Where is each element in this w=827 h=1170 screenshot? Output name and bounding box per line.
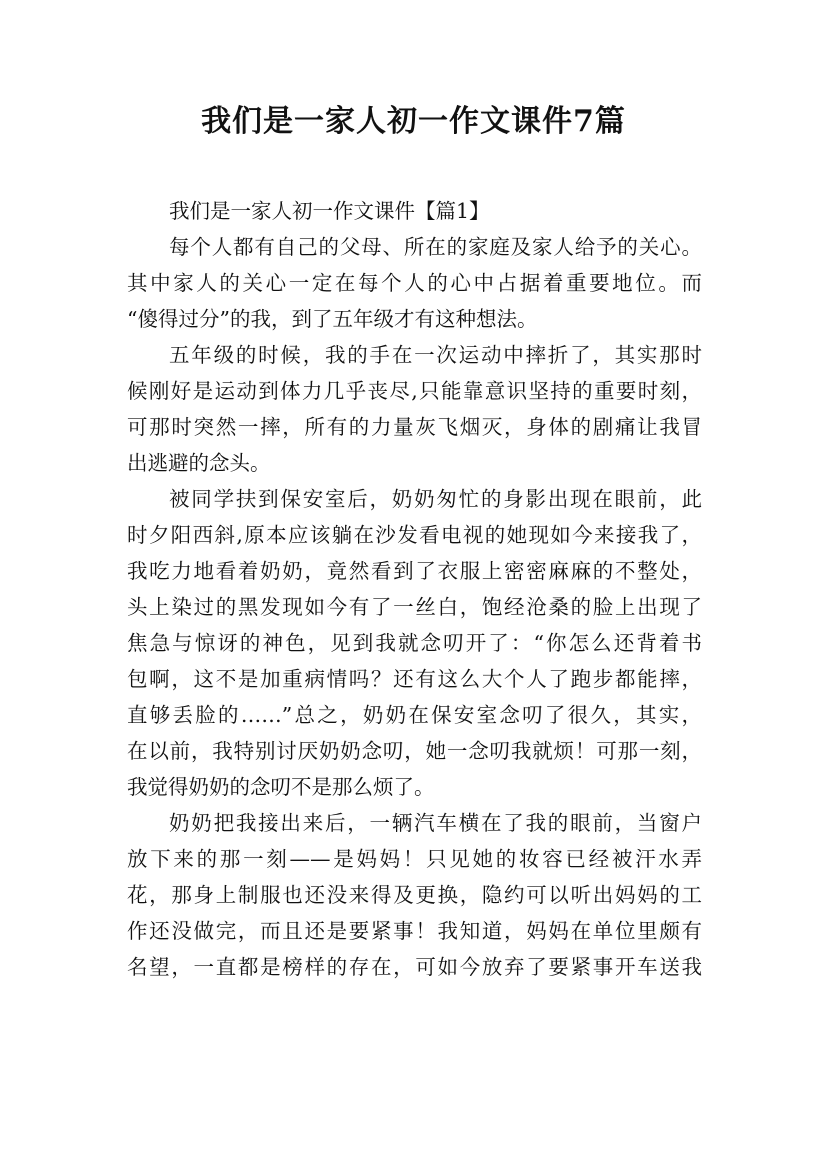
- paragraph-line: “傻得过分”的我，到了五年级才有这种想法。: [127, 307, 538, 331]
- paragraph-line: 每个人都有自己的父母、所在的家庭及家人给予的关心。: [169, 235, 702, 259]
- paragraph-line: 五年级的时候，我的手在一次运动中摔折了，其实那时: [169, 343, 702, 367]
- paragraph-line: 名望，一直都是榜样的存在，可如今放弃了要紧事开车送我: [127, 955, 702, 979]
- paragraph-line: 被同学扶到保安室后，奶奶匆忙的身影出现在眼前，此: [169, 487, 702, 511]
- paragraph-line: 包啊，这不是加重病情吗？还有这么大个人了跑步都能摔，: [127, 667, 702, 691]
- paragraph-line: 我觉得奶奶的念叨不是那么烦了。: [127, 775, 435, 799]
- paragraph-line: 候刚好是运动到体力几乎丧尽,只能靠意识坚持的重要时刻，: [127, 379, 702, 403]
- paragraph-line: 焦急与惊讶的神色，见到我就念叨开了：“你怎么还背着书: [127, 631, 702, 655]
- paragraph-line: 我吃力地看着奶奶，竟然看到了衣服上密密麻麻的不整处，: [127, 559, 702, 583]
- paragraph-line: 放下来的那一刻——是妈妈！只见她的妆容已经被汗水弄: [127, 847, 702, 871]
- paragraph-line: 奶奶把我接出来后，一辆汽车横在了我的眼前，当窗户: [169, 811, 702, 835]
- paragraph-line: 在以前，我特别讨厌奶奶念叨，她一念叨我就烦！可那一刻，: [127, 739, 702, 763]
- paragraph-line: 作还没做完，而且还是要紧事！我知道，妈妈在单位里颇有: [127, 919, 702, 943]
- section-heading: 我们是一家人初一作文课件【篇1】: [169, 199, 490, 223]
- paragraph-line: 可那时突然一摔，所有的力量灰飞烟灭，身体的剧痛让我冒: [127, 415, 702, 439]
- paragraph-line: 花，那身上制服也还没来得及更换，隐约可以听出妈妈的工: [127, 883, 702, 907]
- paragraph-line: 头上染过的黑发现如今有了一丝白，饱经沧桑的脸上出现了: [127, 595, 702, 619]
- document-title: 我们是一家人初一作文课件7篇: [201, 104, 626, 139]
- paragraph-line: 时夕阳西斜,原本应该躺在沙发看电视的她现如今来接我了，: [127, 523, 702, 547]
- paragraph-line: 其中家人的关心一定在每个人的心中占据着重要地位。而: [127, 271, 702, 295]
- paragraph-line: 直够丢脸的……”总之，奶奶在保安室念叨了很久，其实，: [127, 703, 702, 727]
- paragraph-line: 出逃避的念头。: [127, 451, 271, 475]
- document-body: [127, 193, 702, 985]
